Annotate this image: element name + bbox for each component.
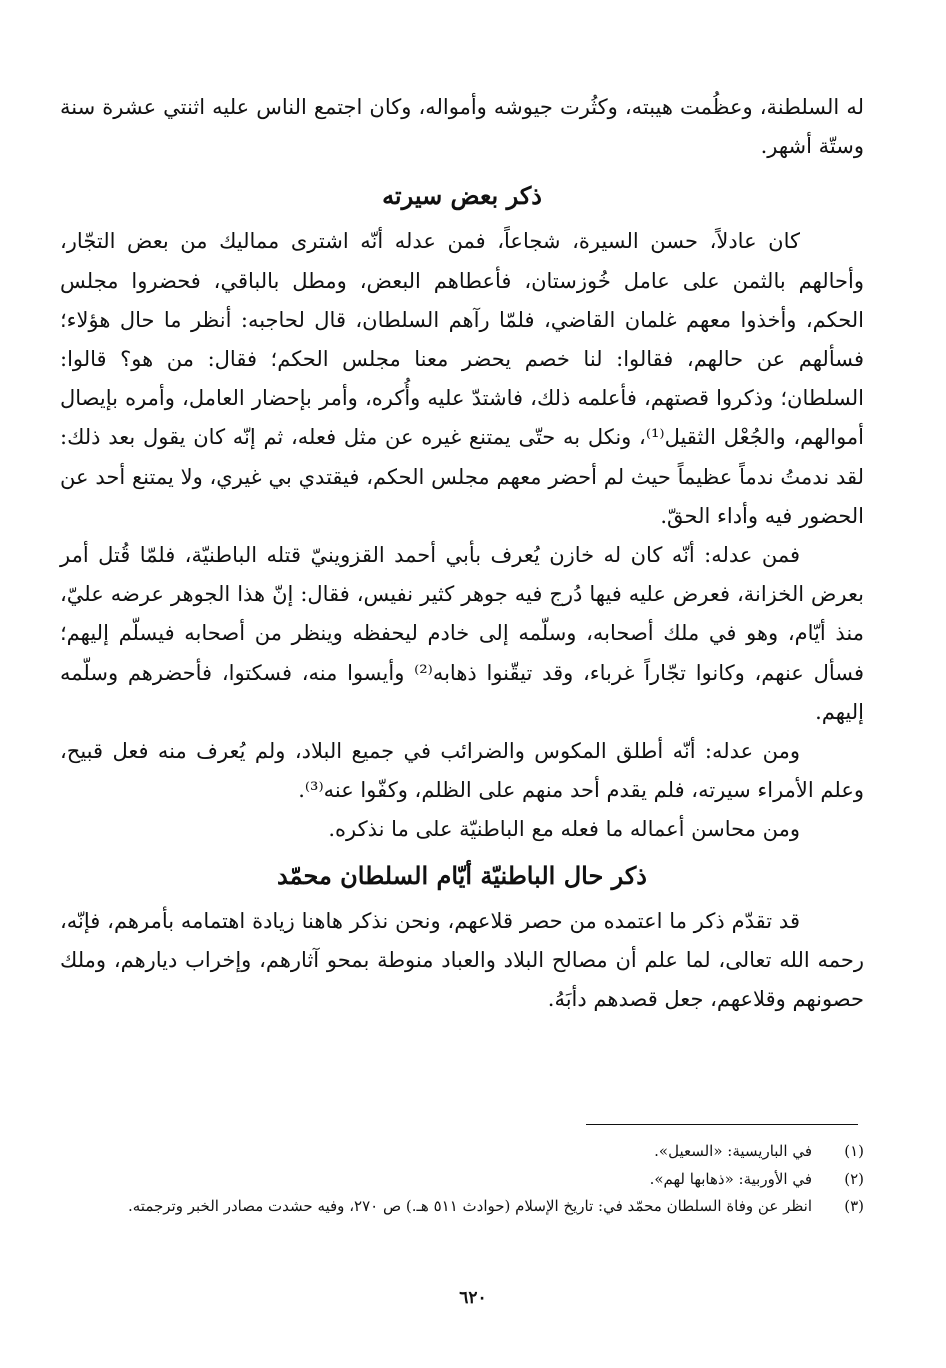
page-number: ٦٢٠ (459, 1288, 487, 1308)
footnote-number: (١) (844, 1142, 864, 1160)
footnote-item (60, 1138, 864, 1166)
footnote-item (60, 1193, 864, 1221)
biography-paragraph-1: كان عادلاً، حسن السيرة، شجاعاً، فمن عدله أنّه اشترى مماليك من بعض التجّار، وأحالهم بالثمن على عامل خُوزستان، فأعطاهم البعض، ومطل بالباقي، فحضروا مجلس الحكم، وأخذوا معهم غلمان القاضي، فلمّا رآهم السلطان، قال لحاجبه: أنظر ما حال هؤلاء؛ فسألهم عن حالهم، فقالوا: لنا خصم يحضر معنا مجلس الحكم؛ فقال: من هو؟ قالوا: السلطان؛ وذكروا قصتهم، فأعلمه ذلك، فاشتدّ عليه وأُكره، وأمر بإحضار العامل، وأمره بإيصال أموالهم، والجُعْل الثقيل⁽¹⁾، ونكل به حتّى يمتنع غيره عن مثل فعله، ثم إنّه كان يقول بعد ذلك: لقد ندمتُ ندماً عظيماً حيث لم أحضر معهم مجلس الحكم، فيقتدي بي غيري، ولا يمتنع أحد عن الحضور فيه وأداء الحقّ. (60, 229, 864, 528)
footnote-text: في الباريسية: «السعيل». (654, 1142, 812, 1160)
section-heading-batiniyya: ذكر حال الباطنيّة أيّام السلطان محمّد (276, 860, 647, 890)
footnote-divider (586, 1124, 858, 1125)
batiniyya-paragraph: قد تقدّم ذكر ما اعتمده من حصر قلاعهم، ونحن نذكر هاهنا زيادة اهتمامه بأمرهم، فإنّه، رحمه الله تعالى، لما علم أن مصالح البلاد والعباد منوطة بمحو آثارهم، وإخراب ديارهم، وملك حصونهم وقلاعهم، جعل قصدهم دأبَهُ. (60, 908, 864, 1012)
footnote-text: انظر عن وفاة السلطان محمّد في: تاريخ الإسلام (حوادث ٥١١ هـ.) ص ٢٧٠، وفيه حشدت مصادر الخبر وترجمته. (127, 1197, 812, 1215)
footnote-number: (٣) (844, 1197, 864, 1215)
footnote-number: (٢) (844, 1169, 864, 1188)
section-heading-biography: ذكر بعض سيرته (382, 181, 542, 211)
footnotes (60, 1138, 864, 1221)
biography-paragraph-2: فمن عدله: أنّه كان له خازن يُعرف بأبي أحمد القزوينيّ قتله الباطنيّة، فلمّا قُتل أمر بعرض الخزانة، فعرض عليه فيها دُرج فيه جوهر كثير نفيس، فقال: إنّ هذا الجوهر عرضه عليّ، منذ أيّام، وهو في ملك أصحابه، وسلّمه إلى خادم ليحفظه وينظر من أصحابه فيسلّم إليهم؛ فسأل عنهم، وكانوا تجّاراً غرباء، وقد تيقّنوا ذهابه⁽²⁾ وأيسوا منه، فسكتوا، فأحضرهم وسلّمه إليهم. (60, 543, 865, 724)
intro-paragraph: له السلطنة، وعظُمت هيبته، وكثُرت جيوشه وأمواله، وكان اجتمع الناس عليه اثنتي عشرة سنة وستّة أشهر. (60, 95, 864, 159)
footnote-text: في الأوربية: «ذهابها لهم». (649, 1169, 812, 1188)
biography-paragraph-4: ومن محاسن أعماله ما فعله مع الباطنيّة على ما نذكره. (328, 817, 800, 842)
page-body (60, 88, 864, 1019)
footnote-item (60, 1166, 864, 1194)
biography-paragraph-3: ومن عدله: أنّه أطلق المكوس والضرائب في جميع البلاد، ولم يُعرف منه فعل قبيح، وعلم الأمراء سيرته، فلم يقدم أحد منهم على الظلم، وكفّوا عنه⁽³⁾. (60, 739, 864, 803)
